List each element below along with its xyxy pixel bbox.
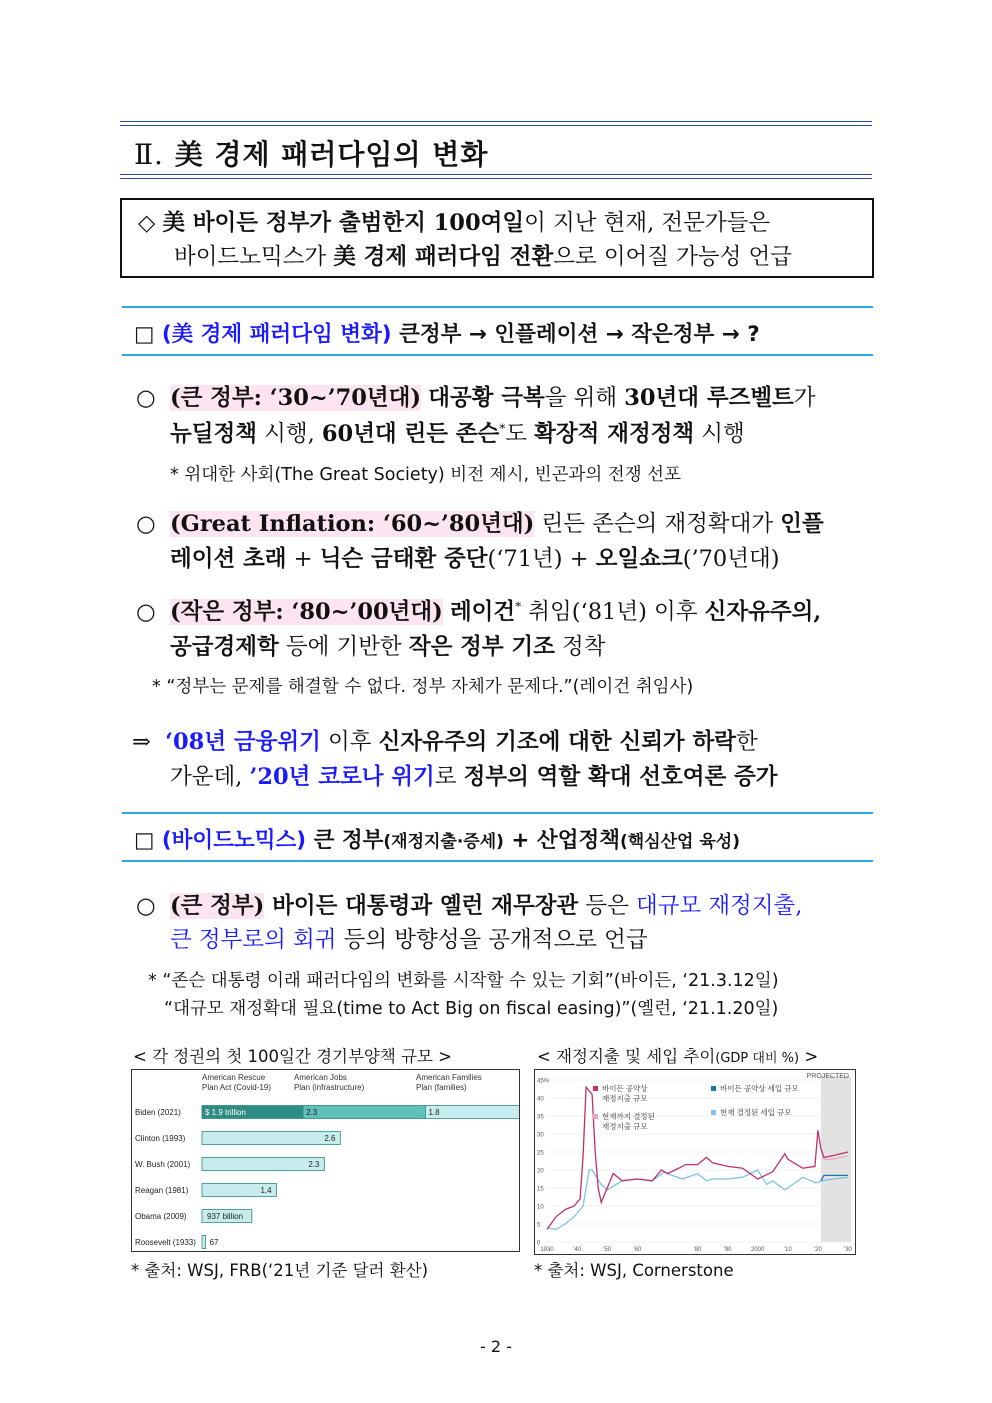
- paragraph-4-line-1: [136, 888, 802, 920]
- section-heading: 美 경제 패러다임의 변화: [174, 138, 489, 171]
- text-bold: 큰 정부: [306, 828, 384, 853]
- text: 시행,: [256, 421, 322, 447]
- text: 을 위해: [544, 385, 625, 411]
- paragraph-1-note: * 위대한 사회(The Great Society) 비전 제시, 빈곤과의 전쟁 선포: [170, 465, 681, 485]
- circle-bullet-icon: ○: [136, 511, 156, 537]
- paragraph-1-line-1: [136, 380, 816, 412]
- text-bold: 닉슨 금태환 중단: [319, 546, 488, 572]
- text-blue: ‘08년 금융위기: [165, 729, 321, 755]
- implies-arrow-icon: ⇒: [132, 729, 151, 755]
- text-blue: 큰 정부로의 회귀: [170, 927, 337, 953]
- y-tick-label: 25: [537, 1150, 544, 1157]
- circle-bullet-icon: ○: [136, 599, 156, 625]
- x-tick-label: '50: [603, 1247, 612, 1253]
- x-tick-label: 2000: [751, 1247, 765, 1253]
- summary-line2-tail: 으로 이어질 가능성 언급: [553, 244, 793, 270]
- text-bold: 레이건: [449, 599, 516, 625]
- bar: [303, 1106, 425, 1119]
- page-number: - 2 -: [480, 1337, 512, 1356]
- text-bold: 신자유주의,: [704, 599, 822, 625]
- y-tick-label: 45%: [537, 1078, 550, 1085]
- text: 등의 방향성을 공개적으로 언급: [336, 927, 648, 953]
- paragraph-4-line-2: [170, 922, 648, 954]
- y-tick-label: 30: [537, 1132, 544, 1139]
- summary-line1-text: 이 지난 현재, 전문가들은: [524, 210, 771, 236]
- text: 로: [434, 764, 464, 790]
- paragraph-4-note-1: * “존슨 대통령 이래 패러다임의 변화를 시작할 수 있는 기회”(바이든, ‘21.3.12일): [148, 971, 779, 991]
- paragraph-3-note: * “정부는 문제를 해결할 수 없다. 정부 자체가 문제다.”(레이건 취임사): [152, 677, 694, 697]
- category-label: Biden (2021): [135, 1108, 181, 1117]
- bar: [202, 1236, 206, 1249]
- category-label: Obama (2009): [135, 1212, 187, 1221]
- text-bold: 작은 정부 기조: [408, 634, 555, 660]
- y-tick-label: 5: [537, 1222, 541, 1229]
- legend-label: 현재 결정된 세입 규모: [720, 1108, 792, 1117]
- text-blue: 대규모 재정지출,: [635, 893, 803, 919]
- paragraph-3-label: (작은 정부: ‘80~’00년대): [169, 599, 443, 625]
- text: +: [503, 828, 537, 853]
- figure-1-caption: < 각 정권의 첫 100일간 경기부양책 규모 >: [133, 1047, 453, 1066]
- legend-swatch: [593, 1114, 598, 1119]
- x-tick-label: '20: [813, 1247, 822, 1253]
- section-title: [120, 121, 872, 179]
- bar-value-label: $ 1.9 trillion: [205, 1108, 246, 1117]
- conclusion-line-2: [170, 759, 778, 791]
- figure-2-source: * 출처: WSJ, Cornerstone: [534, 1261, 734, 1280]
- text: (’70년대): [682, 546, 780, 572]
- y-tick-label: 35: [537, 1114, 544, 1121]
- column-header: American Families: [416, 1073, 482, 1082]
- text: 등은: [578, 893, 636, 919]
- bar-value-label: 1.8: [428, 1108, 440, 1117]
- text-bold: 공급경제학: [170, 634, 279, 660]
- text-bold: 대공황 극복: [428, 385, 545, 411]
- text-bold: 산업정책: [536, 828, 620, 853]
- square-bullet-icon: □: [134, 828, 155, 853]
- text: 시행: [694, 421, 745, 447]
- text: +: [286, 546, 320, 572]
- text-bold: 확장적 재정정책: [534, 421, 695, 447]
- legend-label: 재정지출 규모: [602, 1094, 648, 1103]
- figure-2-caption: [537, 1043, 818, 1067]
- category-label: W. Bush (2001): [135, 1160, 191, 1169]
- x-tick-label: '30: [844, 1247, 852, 1253]
- caption-unit: (GDP 대비 %): [715, 1051, 800, 1066]
- bar-value-label: 2.6: [324, 1134, 336, 1143]
- summary-line2-text: 바이드노믹스가: [174, 244, 334, 270]
- bar-value-label: 937 billion: [207, 1212, 244, 1221]
- category-label: Roosevelt (1933): [135, 1238, 196, 1247]
- y-tick-label: 15: [537, 1186, 544, 1193]
- series-line: [547, 1170, 848, 1229]
- paragraph-3-line-1: [136, 594, 821, 626]
- text-bold: 30년대 루즈벨트: [624, 385, 794, 411]
- figure-1: [131, 1069, 520, 1252]
- spending-revenue-line-chart: [535, 1070, 855, 1254]
- footnote-mark: *: [515, 599, 522, 614]
- summary-box: [120, 198, 874, 278]
- caption-text: < 재정지출 및 세입 추이: [537, 1047, 716, 1066]
- summary-line1-bold: 美 바이든 정부가 출범한지 100여일: [162, 210, 525, 236]
- legend-label: 재정지출 규모: [602, 1122, 648, 1131]
- column-header: American Rescue: [202, 1073, 266, 1082]
- paragraph-1-line-2: [170, 416, 745, 448]
- text-bold: 신자유주의 기조에 대한 신뢰가 하락: [378, 729, 736, 755]
- text-bold: 레이션 초래: [170, 546, 287, 572]
- text: 이후: [320, 729, 379, 755]
- paragraph-3-line-2: [170, 629, 606, 661]
- text: 취임(‘81년) 이후: [521, 599, 705, 625]
- text: 한: [735, 729, 758, 755]
- subsection-label: (美 경제 패러다임 변화): [161, 322, 392, 347]
- figure-2: [534, 1069, 856, 1255]
- bar-value-label: 1.4: [260, 1186, 272, 1195]
- y-tick-label: 40: [537, 1096, 544, 1103]
- footnote-mark: *: [499, 421, 506, 436]
- series-line: [547, 1087, 848, 1229]
- text-bold: 정부의 역할 확대 선호여론 증가: [463, 764, 778, 790]
- legend-label: 바이든 공약상 세입 규모: [720, 1084, 799, 1093]
- text: 가: [793, 385, 816, 411]
- paragraph-2-line-1: [136, 506, 824, 538]
- subsection-header-2: [122, 812, 873, 862]
- legend-swatch: [711, 1110, 716, 1115]
- column-header: Plan (infrastructure): [294, 1083, 365, 1092]
- text: 도: [505, 421, 535, 447]
- subsection-label: (바이드노믹스): [161, 828, 307, 853]
- text: 린든 존슨의 재정확대가: [534, 511, 781, 537]
- text-bold: 오일쇼크: [595, 546, 683, 572]
- legend-label: 현재까지 결정된: [602, 1112, 655, 1121]
- text: 가운데,: [170, 764, 250, 790]
- paragraph-1-label: (큰 정부: ‘30~’70년대): [169, 385, 422, 411]
- caption-text: >: [799, 1047, 819, 1066]
- x-tick-label: 1930: [540, 1247, 554, 1253]
- conclusion-line-1: [132, 724, 758, 756]
- summary-line2-bold: 美 경제 패러다임 전환: [333, 244, 554, 270]
- paragraph-2-label: (Great Inflation: ‘60~’80년대): [169, 511, 535, 537]
- square-bullet-icon: □: [134, 322, 155, 347]
- text: (‘71년) +: [487, 546, 596, 572]
- legend-swatch: [593, 1086, 598, 1091]
- column-header: Plan Act (Covid-19): [202, 1083, 271, 1092]
- y-tick-label: 0: [537, 1240, 541, 1247]
- circle-bullet-icon: ○: [136, 385, 156, 411]
- x-tick-label: '10: [783, 1247, 792, 1253]
- column-header: American Jobs: [294, 1073, 347, 1082]
- bar-value-label: 67: [209, 1238, 219, 1247]
- bar: [202, 1132, 340, 1145]
- x-tick-label: '80: [693, 1247, 702, 1253]
- text-small: (재정지출·증세): [383, 832, 504, 852]
- x-tick-label: '60: [633, 1247, 642, 1253]
- text-bold: 바이든 대통령과 옐런 재무장관: [264, 893, 579, 919]
- category-label: Reagan (1981): [135, 1186, 189, 1195]
- text-bold: 60년대 린든 존슨: [321, 421, 500, 447]
- text: 정착: [554, 634, 606, 660]
- section-number: Ⅱ.: [134, 138, 164, 171]
- column-header: Plan (families): [416, 1083, 467, 1092]
- paragraph-4-label: (큰 정부): [169, 893, 265, 919]
- paragraph-4-note-2: “대규모 재정확대 필요(time to Act Big on fiscal easing)”(옐런, ‘21.1.20일): [164, 999, 779, 1019]
- legend-swatch: [711, 1086, 716, 1091]
- y-tick-label: 20: [537, 1168, 544, 1175]
- subsection-flow: 큰정부 → 인플레이션 → 작은정부 → ?: [399, 322, 760, 347]
- subsection-header-1: [122, 306, 873, 356]
- x-tick-label: '90: [723, 1247, 732, 1253]
- text-bold: 인플: [780, 511, 824, 537]
- figure-1-source: * 출처: WSJ, FRB(‘21년 기준 달러 환산): [131, 1261, 429, 1280]
- category-label: Clinton (1993): [135, 1134, 186, 1143]
- y-tick-label: 10: [537, 1204, 544, 1211]
- stimulus-bar-chart: [132, 1070, 519, 1251]
- text-blue: ’20년 코로나 위기: [249, 764, 435, 790]
- circle-bullet-icon: ○: [136, 893, 156, 919]
- paragraph-2-line-2: [170, 541, 780, 573]
- legend-label: 바이든 공약상: [602, 1084, 648, 1093]
- bar-value-label: 2.3: [308, 1160, 320, 1169]
- text-small: (핵심산업 육성): [620, 832, 740, 852]
- text: 등에 기반한: [278, 634, 409, 660]
- bar: [202, 1158, 324, 1171]
- diamond-bullet-icon: ◇: [138, 210, 156, 236]
- x-tick-label: '40: [573, 1247, 582, 1253]
- bar-value-label: 2.3: [306, 1108, 318, 1117]
- projected-label: PROJECTED: [806, 1073, 849, 1080]
- text-bold: 뉴딜정책: [170, 421, 257, 447]
